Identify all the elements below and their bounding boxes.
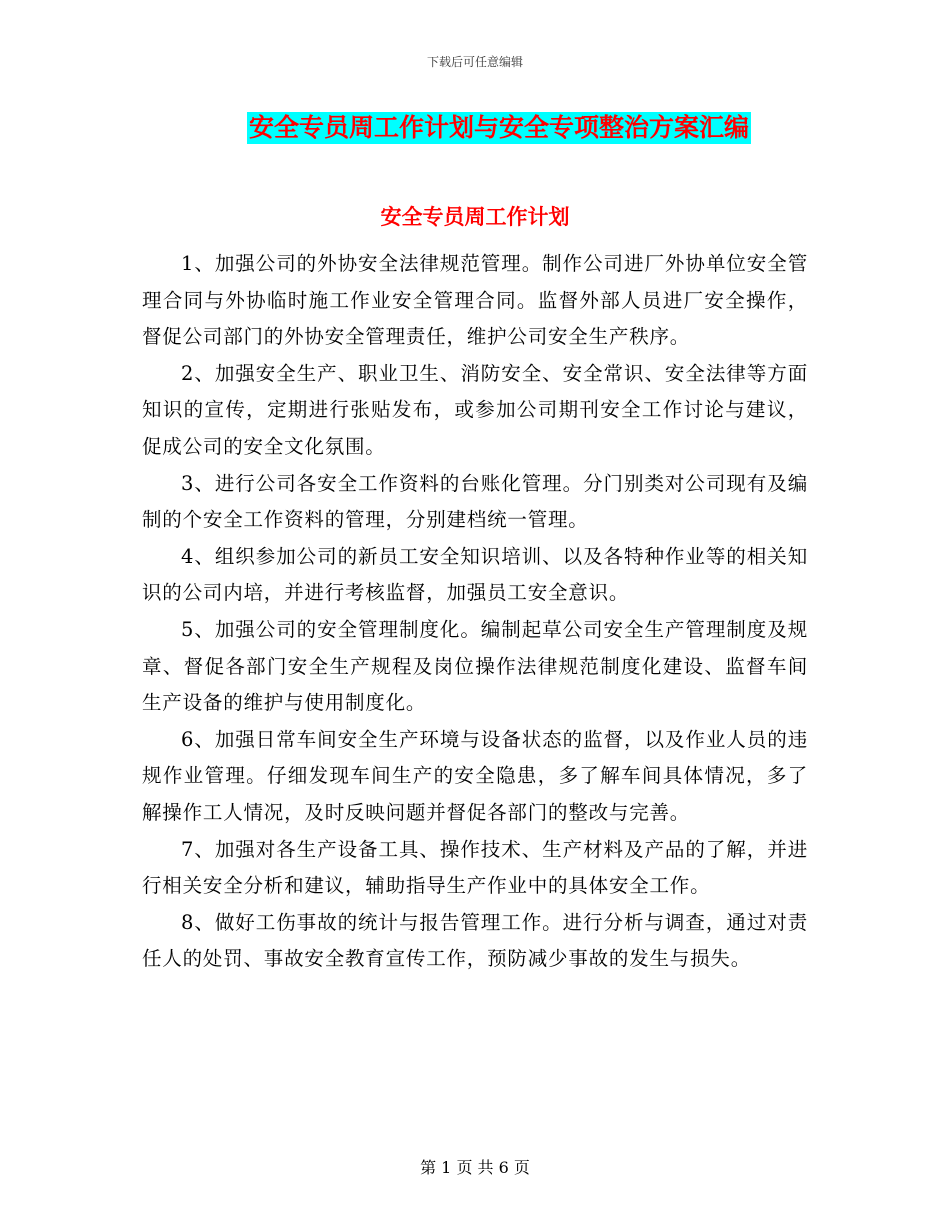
paragraph-5: 5、加强公司的安全管理制度化。编制起草公司安全生产管理制度及规章、督促各部门安全生产规程及岗位操作法律规范制度化建设、监督车间生产设备的维护与使用制度化。: [142, 617, 808, 715]
paragraph-1: 1、加强公司的外协安全法律规范管理。制作公司进厂外协单位安全管理合同与外协临时施工作业安全管理合同。监督外部人员进厂安全操作，督促公司部门的外协安全管理责任，维护公司安全生产秩序。: [142, 252, 808, 349]
paragraph-4: 4、组织参加公司的新员工安全知识培训、以及各特种作业等的相关知识的公司内培，并进行考核监督，加强员工安全意识。: [142, 544, 808, 605]
document-title: 安全专员周工作计划与安全专项整治方案汇编: [248, 113, 749, 142]
paragraph-8: 8、做好工伤事故的统计与报告管理工作。进行分析与调查，通过对责任人的处罚、事故安全教育宣传工作，预防减少事故的发生与损失。: [142, 910, 808, 971]
paragraph-6: 6、加强日常车间安全生产环境与设备状态的监督，以及作业人员的违规作业管理。仔细发现车间生产的安全隐患，多了解车间具体情况，多了解操作工人情况，及时反映问题并督促各部门的整改与完善。: [142, 727, 808, 824]
paragraph-2: 2、加强安全生产、职业卫生、消防安全、安全常识、安全法律等方面知识的宣传，定期进行张贴发布，或参加公司期刊安全工作讨论与建议，促成公司的安全文化氛围。: [142, 361, 808, 458]
document-title-container: [0, 112, 950, 144]
paragraph-7: 7、加强对各生产设备工具、操作技术、生产材料及产品的了解，并进行相关安全分析和建议，辅助指导生产作业中的具体安全工作。: [142, 837, 808, 898]
paragraph-3: 3、进行公司各安全工作资料的台账化管理。分门别类对公司现有及编制的个安全工作资料的管理，分别建档统一管理。: [142, 471, 808, 532]
page-header-note: 下载后可任意编辑: [426, 55, 523, 69]
page-number-footer: 第 1 页 共 6 页: [420, 1158, 530, 1177]
document-body: [142, 246, 808, 978]
section-title: 安全专员周工作计划: [380, 205, 570, 229]
